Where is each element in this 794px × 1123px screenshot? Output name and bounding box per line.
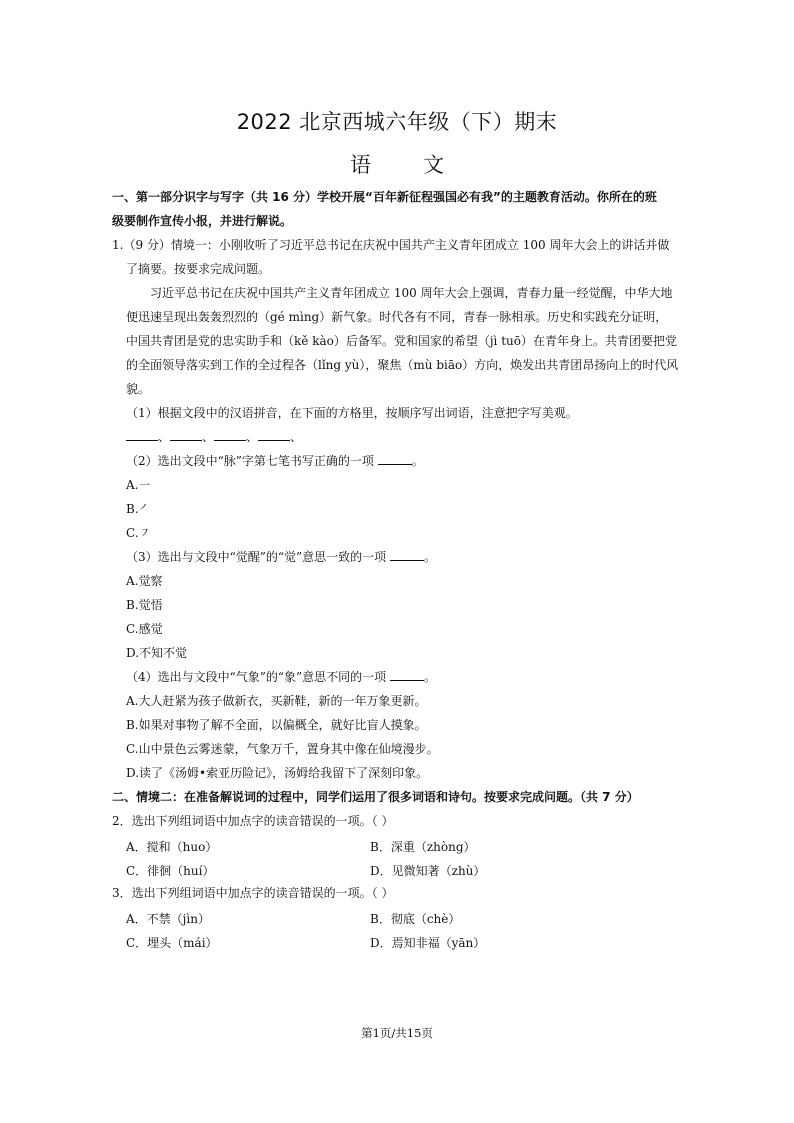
option: C．埋头（mái） [126, 936, 218, 950]
answer-blank[interactable] [170, 429, 202, 441]
question2: 2．选出下列组词语中加点字的读音错误的一项。（ ） [112, 814, 394, 828]
answer-blank[interactable] [126, 429, 158, 441]
blank-separator: 、 [290, 430, 303, 444]
passage-line1: 习近平总书记在庆祝中国共产主义青年团成立 100 周年大会上强调，青春力量一经觉醒，中华大地 [150, 286, 673, 300]
section1-heading-line1: 一、第一部分识字与写字（共 16 分）学校开展“百年新征程强国必有我”的主题教育活动。你所在的班 [112, 190, 657, 204]
subquestion-1: （1）根据文段中的汉语拼音，在下面的方格里，按顺序写出词语，注意把字写美观。 [126, 406, 578, 420]
option: D．焉知非福（yān） [370, 936, 486, 950]
passage-line3: 中国共青团是党的忠实助手和（kě kào）后备军。党和国家的希望（jì tuō）在青年身上。共青团要把党 [126, 334, 677, 348]
passage-line5: 貌。 [126, 382, 151, 396]
option: B.如果对事物了解不全面，以偏概全，就好比盲人摸象。 [126, 718, 427, 732]
subquestion-4-text: （4）选出与文段中“气象”的“象”意思不同的一项 [126, 670, 387, 684]
answer-blank[interactable] [378, 453, 412, 465]
question3: 3．选出下列组词语中加点字的读音错误的一项。（ ） [112, 886, 394, 900]
subquestion-3 [126, 549, 436, 565]
subject-title [0, 149, 794, 179]
subquestion-2 [126, 453, 424, 469]
option: C.山中景色云雾迷蒙，气象万千，置身其中像在仙境漫步。 [126, 742, 439, 756]
option: B.㇒ [126, 502, 151, 516]
subquestion-2-text: （2）选出文段中“脉”字第七笔书写正确的一项 [126, 454, 374, 468]
option: C.㇇ [126, 526, 151, 540]
section2-heading: 二、情境二：在准备解说词的过程中，同学们运用了很多词语和诗句。按要求完成问题。（共 7 分） [112, 790, 639, 804]
subquestion-2-end: 。 [411, 454, 424, 468]
option: A.觉察 [126, 574, 163, 588]
subquestion-3-text: （3）选出与文段中“觉醒”的“觉”意思一致的一项 [126, 550, 387, 564]
option: D.读了《汤姆•索亚历险记》，汤姆给我留下了深刻印象。 [126, 766, 429, 780]
option: D．见微知著（zhù） [370, 864, 486, 878]
subject-char-2: 文 [423, 153, 444, 177]
option: C．徘徊（huí） [126, 864, 215, 878]
option: C.感觉 [126, 622, 163, 636]
page-number: 第1页/共15页 [361, 1026, 433, 1040]
option: A．不禁（jìn） [126, 912, 210, 926]
answer-blank[interactable] [390, 669, 424, 681]
subject-char-1: 语 [350, 153, 371, 177]
option: A.㇐ [126, 478, 151, 492]
question1-line2: 了摘要。按要求完成问题。 [126, 262, 271, 276]
blank-separator: 、 [202, 430, 215, 444]
subquestion-4 [126, 669, 436, 685]
blank-separator: 、 [246, 430, 259, 444]
passage-line4: 的全面领导落实到工作的全过程各（lǐng yù），聚焦（mù biāo）方向，焕发出共青团昂扬向上的时代风 [126, 358, 679, 372]
question1-line1: 1.（9 分）情境一：小刚收听了习近平总书记在庆祝中国共产主义青年团成立 100 周年大会上的讲话并做 [112, 238, 670, 252]
option: A.大人赶紧为孩子做新衣，买新鞋，新的一年万象更新。 [126, 694, 427, 708]
answer-blank[interactable] [390, 549, 424, 561]
answer-blank[interactable] [214, 429, 246, 441]
option: B．深重（zhòng） [370, 840, 476, 854]
section1-heading-line2: 级要制作宣传小报，并进行解说。 [112, 214, 293, 228]
page-title: 2022 北京西城六年级（下）期末 [236, 110, 558, 134]
option: B.觉悟 [126, 598, 163, 612]
answer-blanks-row [126, 429, 302, 445]
subquestion-3-end: 。 [424, 550, 437, 564]
option: B．彻底（chè） [370, 912, 461, 926]
answer-blank[interactable] [258, 429, 290, 441]
subquestion-4-end: 。 [424, 670, 437, 684]
blank-separator: 、 [158, 430, 171, 444]
passage-line2: 便迅速呈现出轰轰烈烈的（gé mìng）新气象。时代各有不同，青春一脉相承。历史和实践充分证明， [126, 310, 668, 324]
option: A．搅和（huo） [126, 840, 218, 854]
option: D.不知不觉 [126, 646, 188, 660]
